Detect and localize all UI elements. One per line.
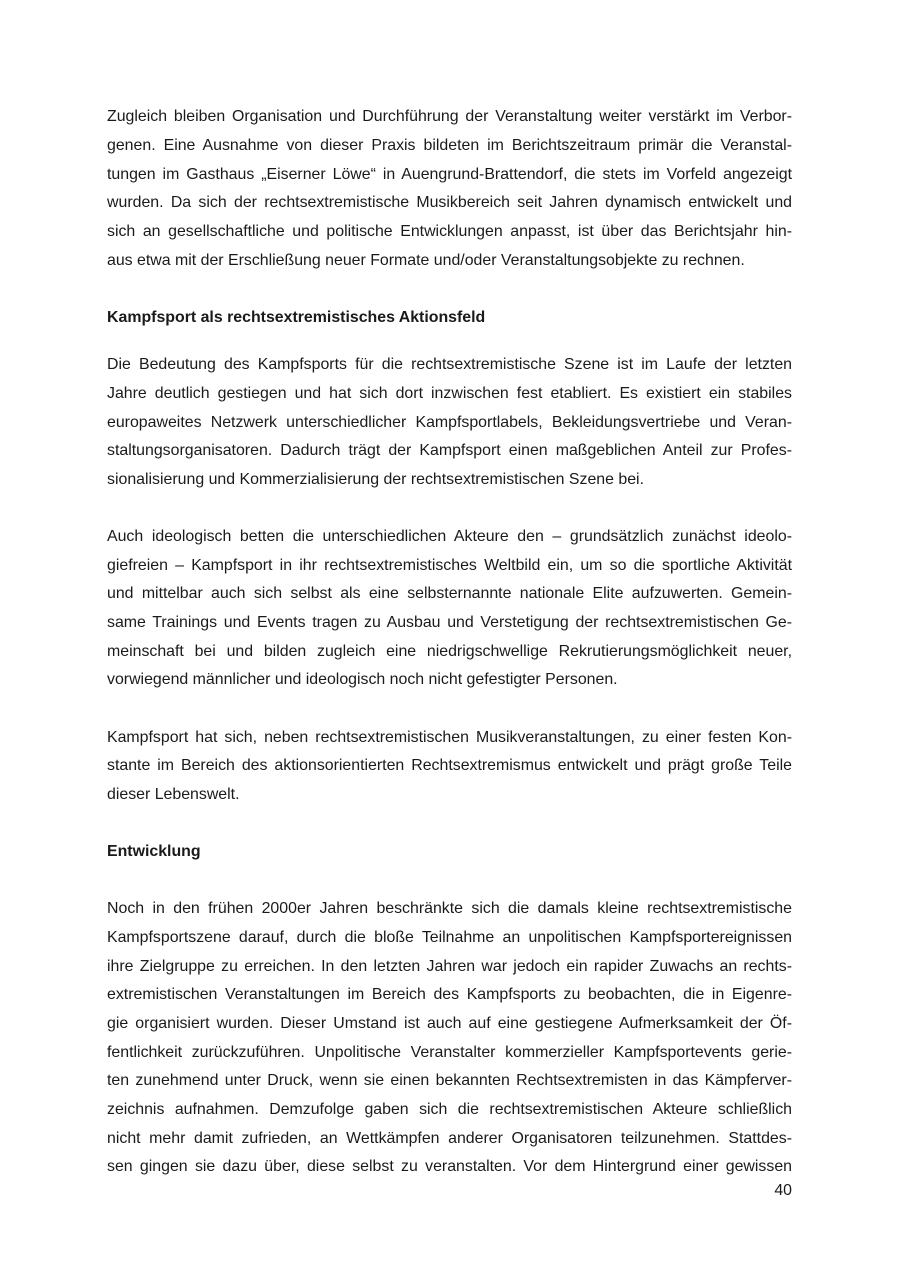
text-line: meinschaft bei und bilden zugleich eine niedrigschwellige Rekrutierungsmöglichkeit neuer, <box>107 643 792 660</box>
text-line: Noch in den frühen 2000er Jahren beschränkte sich die damals kleine rechtsextremistische <box>107 900 792 917</box>
section-heading: Kampfsport als rechtsextremistisches Aktionsfeld <box>107 309 486 326</box>
text-line: genen. Eine Ausnahme von dieser Praxis bildeten im Berichtszeitraum primär die Veranstal- <box>107 137 792 154</box>
text-line: sich an gesellschaftliche und politische Entwicklungen anpasst, ist über das Berichtsjahr hin- <box>107 223 792 240</box>
text-line: fentlichkeit zurückzuführen. Unpolitische Veranstalter kommerzieller Kampfsportevents gerie- <box>107 1044 792 1061</box>
text-line: extremistischen Veranstaltungen im Bereich des Kampfsports zu beobachten, die in Eigenre- <box>107 986 792 1003</box>
text-line: Jahre deutlich gestiegen und hat sich dort inzwischen fest etabliert. Es existiert ein stabiles <box>107 385 792 402</box>
text-line: und mittelbar auch sich selbst als eine selbsternannte nationale Elite aufzuwerten. Gemein- <box>107 585 792 602</box>
text-line: same Trainings und Events tragen zu Ausbau und Verstetigung der rechtsextremistischen Ge- <box>107 614 792 631</box>
text-line: nicht mehr damit zufrieden, an Wettkämpfen anderer Organisatoren teilzunehmen. Stattdes- <box>107 1130 792 1147</box>
text-line: vorwiegend männlicher und ideologisch noch nicht gefestigter Personen. <box>107 671 618 688</box>
text-line: ihre Zielgruppe zu erreichen. In den letzten Jahren war jedoch ein rapider Zuwachs an rechts- <box>107 958 792 975</box>
text-line: gie organisiert wurden. Dieser Umstand ist auch auf eine gestiegene Aufmerksamkeit der Öf- <box>107 1015 792 1032</box>
text-line: Auch ideologisch betten die unterschiedlichen Akteure den – grundsätzlich zunächst ideolo- <box>107 528 792 545</box>
page-number: 40 <box>774 1182 792 1199</box>
text-line: sen gingen sie dazu über, diese selbst zu veranstalten. Vor dem Hintergrund einer gewissen <box>107 1158 792 1175</box>
text-line: wurden. Da sich der rechtsextremistische Musikbereich seit Jahren dynamisch entwickelt und <box>107 194 792 211</box>
section-heading: Entwicklung <box>107 843 201 860</box>
text-line: Die Bedeutung des Kampfsports für die rechtsextremistische Szene ist im Laufe der letzten <box>107 356 792 373</box>
text-line: Kampfsport hat sich, neben rechtsextremistischen Musikveranstaltungen, zu einer festen Kon- <box>107 729 792 746</box>
text-line: europaweites Netzwerk unterschiedlicher Kampfsportlabels, Bekleidungsvertriebe und Veran- <box>107 414 792 431</box>
text-line: Zugleich bleiben Organisation und Durchführung der Veranstaltung weiter verstärkt im Verbor- <box>107 108 792 125</box>
text-line: zeichnis aufnahmen. Demzufolge gaben sich die rechtsextremistischen Akteure schließlich <box>107 1101 792 1118</box>
text-line: giefreien – Kampfsport in ihr rechtsextremistisches Weltbild ein, um so die sportliche Aktivität <box>107 557 792 574</box>
text-line: staltungsorganisatoren. Dadurch trägt der Kampfsport einen maßgeblichen Anteil zur Profes- <box>107 442 792 459</box>
text-line: stante im Bereich des aktionsorientierten Rechtsextremismus entwickelt und prägt große Teile <box>107 757 792 774</box>
text-line: Kampfsportszene darauf, durch die bloße Teilnahme an unpolitischen Kampfsportereignissen <box>107 929 792 946</box>
text-line: dieser Lebenswelt. <box>107 786 240 803</box>
text-line: ten zunehmend unter Druck, wenn sie einen bekannten Rechtsextremisten in das Kämpferver- <box>107 1072 792 1089</box>
text-line: tungen im Gasthaus „Eiserner Löwe“ in Auengrund-Brattendorf, die stets im Vorfeld angezeigt <box>107 166 792 183</box>
text-line: sionalisierung und Kommerzialisierung der rechtsextremistischen Szene bei. <box>107 471 645 488</box>
text-line: aus etwa mit der Erschließung neuer Formate und/oder Veranstaltungsobjekte zu rechnen. <box>107 252 745 269</box>
